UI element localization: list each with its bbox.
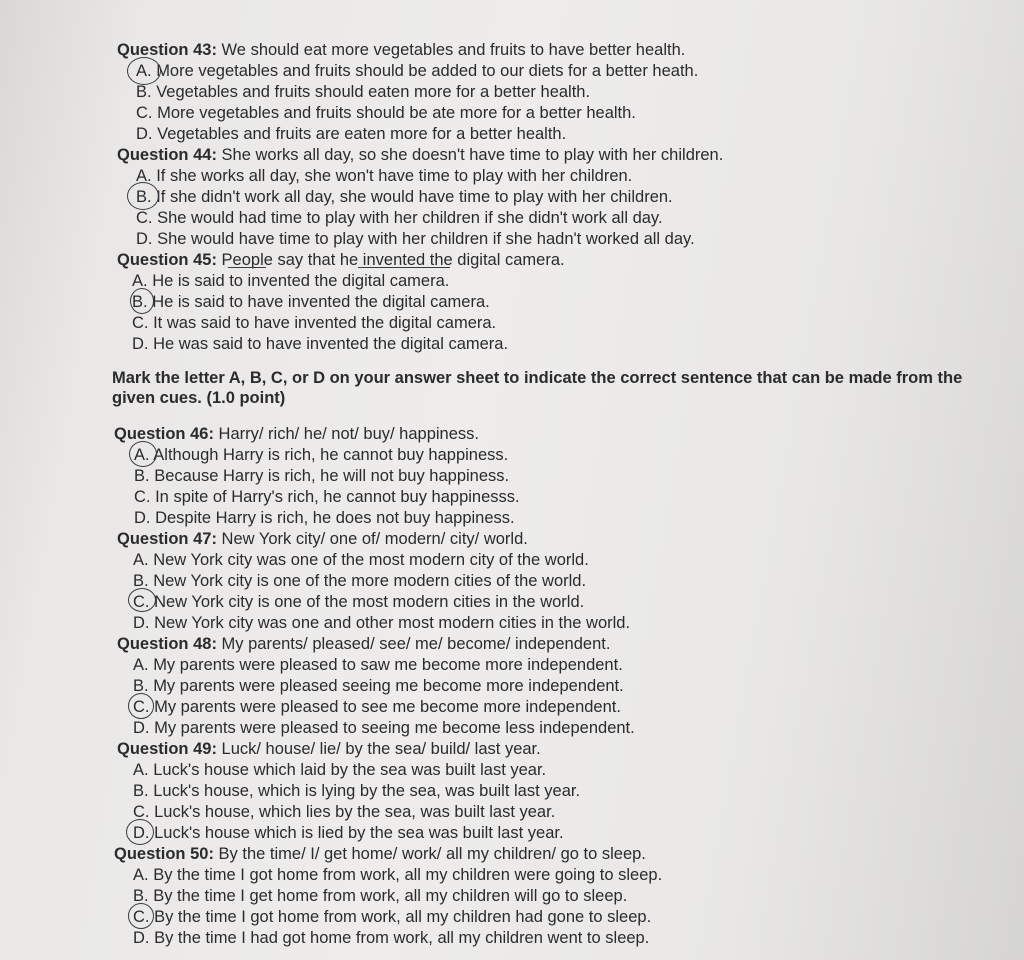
option-letter: D. [133, 824, 150, 842]
option-text: New York city was one of the most modern city of the world. [153, 551, 589, 569]
pen-underline-mark [358, 267, 450, 268]
option-letter: B. [133, 677, 149, 695]
question-49-line [117, 739, 541, 759]
option-text: It was said to have invented the digital camera. [153, 314, 497, 332]
question-50-line [114, 844, 646, 864]
option-text: Luck's house which is lied by the sea was built last year. [154, 824, 564, 842]
option-letter: B. [132, 293, 148, 311]
option-46-a [134, 445, 508, 465]
option-text: My parents were pleased to saw me become more independent. [153, 656, 623, 674]
option-45-b [132, 292, 490, 312]
option-text: Although Harry is rich, he cannot buy happiness. [153, 446, 509, 464]
option-44-d [136, 229, 695, 249]
option-47-b [133, 571, 586, 591]
option-text: In spite of Harry's rich, he cannot buy happinesss. [155, 488, 520, 506]
option-letter: C. [133, 908, 150, 926]
option-letter: C. [134, 488, 151, 506]
option-43-d [136, 124, 566, 144]
question-stem: Luck/ house/ lie/ by the sea/ build/ last year. [221, 740, 541, 758]
question-label: Question 44: [117, 146, 217, 164]
option-letter: A. [136, 62, 152, 80]
option-letter: A. [133, 866, 149, 884]
question-48-line [117, 634, 610, 654]
option-letter: B. [134, 467, 150, 485]
option-50-c [133, 907, 651, 927]
option-text: He was said to have invented the digital camera. [153, 335, 509, 353]
option-letter: B. [136, 83, 152, 101]
option-letter: D. [136, 230, 153, 248]
option-letter: C. [132, 314, 149, 332]
question-label: Question 48: [117, 635, 217, 653]
option-letter: D. [133, 719, 150, 737]
option-49-b [133, 781, 580, 801]
option-text: By the time I had got home from work, all my children went to sleep. [154, 929, 650, 947]
option-text: More vegetables and fruits should be ate more for a better health. [157, 104, 636, 122]
option-49-d [133, 823, 564, 843]
option-letter: A. [133, 761, 149, 779]
option-letter: B. [133, 572, 149, 590]
question-stem: My parents/ pleased/ see/ me/ become/ independent. [221, 635, 611, 653]
section-instruction: Mark the letter A, B, C, or D on your answer sheet to indicate the correct sentence that can be made from the given cues. (1.0 point) [112, 369, 963, 407]
question-stem: By the time/ I/ get home/ work/ all my children/ go to sleep. [218, 845, 646, 863]
option-text: By the time I get home from work, all my children will go to sleep. [153, 887, 628, 905]
option-letter: D. [133, 929, 150, 947]
option-text: My parents were pleased to seeing me become less independent. [154, 719, 635, 737]
option-50-d [133, 928, 649, 948]
answer-circle-mark [129, 441, 157, 467]
option-43-b [136, 82, 590, 102]
option-letter: B. [133, 782, 149, 800]
option-letter: B. [133, 887, 149, 905]
option-50-b [133, 886, 627, 906]
option-50-a [133, 865, 662, 885]
option-43-a [136, 61, 698, 81]
option-49-c [133, 802, 555, 822]
answer-circle-mark [128, 588, 156, 612]
option-44-a [136, 166, 632, 186]
option-48-a [133, 655, 623, 675]
option-text: If she didn't work all day, she would have time to play with her children. [156, 188, 673, 206]
option-letter: D. [133, 614, 150, 632]
question-stem: We should eat more vegetables and fruits to have better health. [221, 41, 686, 59]
question-stem: People say that he invented the digital camera. [221, 251, 565, 269]
option-text: He is said to have invented the digital camera. [152, 293, 490, 311]
option-text: Vegetables and fruits are eaten more for a better health. [157, 125, 567, 143]
question-label: Question 46: [114, 425, 214, 443]
option-letter: C. [136, 104, 153, 122]
option-text: Vegetables and fruits should eaten more for a better health. [156, 83, 591, 101]
option-text: Luck's house which laid by the sea was built last year. [153, 761, 547, 779]
question-47-line [117, 529, 528, 549]
option-text: Because Harry is rich, he will not buy happiness. [154, 467, 510, 485]
question-label: Question 49: [117, 740, 217, 758]
option-text: New York city was one and other most modern cities in the world. [154, 614, 631, 632]
question-45-line [117, 250, 565, 270]
option-48-d [133, 718, 635, 738]
question-stem: Harry/ rich/ he/ not/ buy/ happiness. [218, 425, 479, 443]
answer-circle-mark [127, 182, 159, 210]
option-43-c [136, 103, 636, 123]
question-label: Question 43: [117, 41, 217, 59]
answer-circle-mark [128, 693, 154, 719]
option-46-d [134, 508, 515, 528]
question-46-line [114, 424, 479, 444]
option-text: My parents were pleased seeing me become more independent. [153, 677, 624, 695]
option-text: Luck's house, which lies by the sea, was built last year. [154, 803, 556, 821]
option-45-a [132, 271, 449, 291]
option-text: More vegetables and fruits should be added to our diets for a better heath. [156, 62, 699, 80]
option-text: My parents were pleased to see me become more independent. [154, 698, 621, 716]
option-text: Luck's house, which is lying by the sea, was built last year. [153, 782, 581, 800]
option-letter: C. [133, 593, 150, 611]
option-letter: D. [132, 335, 149, 353]
option-letter: A. [133, 551, 149, 569]
option-text: By the time I got home from work, all my children were going to sleep. [153, 866, 663, 884]
option-48-b [133, 676, 624, 696]
option-text: New York city is one of the most modern cities in the world. [154, 593, 585, 611]
question-44-line [117, 145, 723, 165]
option-48-c [133, 697, 621, 717]
question-stem: She works all day, so she doesn't have time to play with her children. [221, 146, 724, 164]
pen-underline-mark [228, 267, 266, 268]
option-letter: A. [133, 656, 149, 674]
option-47-a [133, 550, 589, 570]
option-45-c [132, 313, 496, 333]
option-45-d [132, 334, 508, 354]
option-text: If she works all day, she won't have time to play with her children. [156, 167, 633, 185]
question-label: Question 50: [114, 845, 214, 863]
option-letter: A. [134, 446, 150, 464]
option-46-b [134, 466, 509, 486]
option-46-c [134, 487, 520, 507]
option-47-c [133, 592, 584, 612]
option-47-d [133, 613, 630, 633]
option-text: Despite Harry is rich, he does not buy happiness. [155, 509, 515, 527]
answer-circle-mark [130, 288, 154, 314]
option-letter: C. [136, 209, 153, 227]
option-text: New York city is one of the more modern cities of the world. [153, 572, 587, 590]
option-letter: B. [136, 188, 152, 206]
option-text: She would had time to play with her children if she didn't work all day. [157, 209, 663, 227]
option-letter: D. [136, 125, 153, 143]
question-stem: New York city/ one of/ modern/ city/ world. [221, 530, 528, 548]
answer-circle-mark [128, 903, 154, 929]
option-letter: C. [133, 803, 150, 821]
option-44-b [136, 187, 673, 207]
option-text: By the time I got home from work, all my children had gone to sleep. [154, 908, 652, 926]
option-text: She would have time to play with her children if she hadn't worked all day. [157, 230, 695, 248]
answer-circle-mark [126, 819, 154, 845]
option-44-c [136, 208, 663, 228]
option-49-a [133, 760, 546, 780]
option-letter: A. [132, 272, 148, 290]
question-43-line [117, 40, 685, 60]
question-label: Question 47: [117, 530, 217, 548]
answer-circle-mark [127, 57, 161, 85]
option-letter: A. [136, 167, 152, 185]
option-letter: C. [133, 698, 150, 716]
option-text: He is said to invented the digital camera. [152, 272, 450, 290]
question-label: Question 45: [117, 251, 217, 269]
option-letter: D. [134, 509, 151, 527]
